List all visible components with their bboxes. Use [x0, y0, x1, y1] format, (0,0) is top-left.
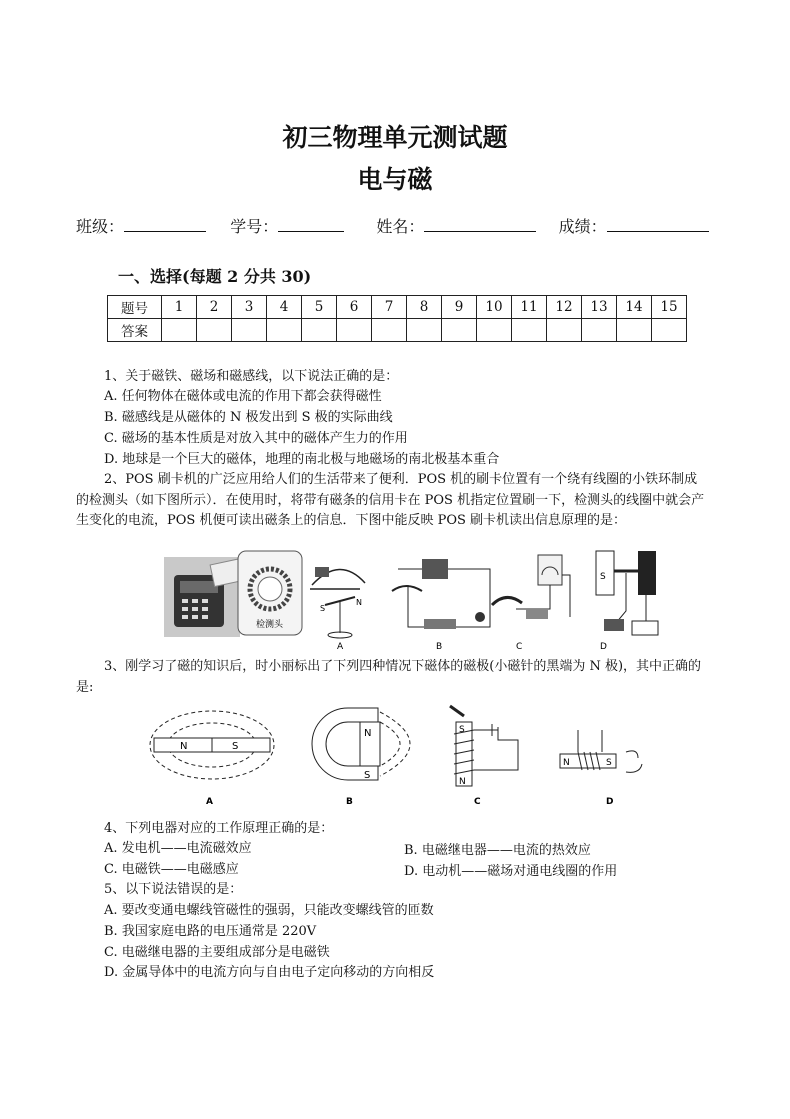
q5-stem: 5、以下说法错误的是： [104, 882, 243, 897]
q1-stem: 1、关于磁铁、磁场和磁感线，以下说法正确的是： [104, 369, 399, 384]
q4-option-c: C. 电磁铁——电磁感应 [104, 862, 239, 877]
q3-fig-d [560, 730, 642, 807]
q1-option-b: B. 磁感线是从磁体的 N 极发出到 S 极的实际曲线 [104, 410, 393, 425]
question-number-cell: 3 [232, 296, 267, 319]
question-number-cell: 11 [512, 296, 547, 319]
q3-label-b: B [346, 797, 353, 807]
q5-option-d: D. 金属导体中的电流方向与自由电子定向移动的方向相反 [104, 965, 435, 980]
q3-a-pole-n: N [180, 741, 188, 752]
q2-label-c: C [516, 642, 523, 650]
question-number-cell: 6 [337, 296, 372, 319]
answer-cell[interactable] [512, 319, 547, 342]
q2-label-d: D [600, 642, 607, 650]
question-number-cell: 10 [477, 296, 512, 319]
svg-text:S: S [459, 725, 465, 735]
name-blank[interactable] [424, 217, 536, 232]
page-subtitle: 电与磁 [357, 165, 433, 194]
class-blank[interactable] [124, 217, 206, 232]
svg-text:S: S [606, 758, 612, 768]
q3-stem: 3、刚学习了磁的知识后，时小丽标出了下列四种情况下磁体的磁极(小磁针的黑端为 N 极)，其中正确的是: [76, 659, 702, 695]
svg-text:S: S [364, 770, 371, 781]
answer-cell[interactable] [337, 319, 372, 342]
student-id-blank[interactable] [278, 217, 344, 232]
answer-cell[interactable] [197, 319, 232, 342]
q2-fig-c [492, 555, 570, 650]
answer-cell[interactable] [407, 319, 442, 342]
q2-fig-a [310, 567, 365, 650]
detector-label: 检测头 [256, 620, 284, 630]
answer-cell[interactable] [302, 319, 337, 342]
question-number-cell: 2 [197, 296, 232, 319]
answer-cell[interactable] [477, 319, 512, 342]
answer-cell[interactable] [547, 319, 582, 342]
svg-text:N: N [364, 728, 372, 739]
answer-table [107, 295, 687, 342]
question-number-cell: 4 [267, 296, 302, 319]
page-title: 初三物理单元测试题 [282, 123, 508, 152]
q2-fig-b [392, 559, 490, 650]
svg-text:N: N [356, 598, 362, 607]
q3-a-pole-s: S [232, 741, 239, 752]
question-number-row [108, 296, 687, 319]
q3-figure [148, 700, 658, 810]
q3-label-d: D [606, 797, 614, 807]
svg-text:N: N [563, 758, 570, 768]
svg-text:S: S [600, 572, 606, 582]
score-label: 成绩： [558, 217, 607, 236]
score-blank[interactable] [607, 217, 709, 232]
question-number-cell: 9 [442, 296, 477, 319]
answer-cell[interactable] [617, 319, 652, 342]
q2-stem: 2、POS 刷卡机的广泛应用给人们的生活带来了便利．POS 机的刷卡位置有一个绕有线圈的小铁环制成的检测头（如下图所示）．在使用时，将带有磁条的信用卡在 POS 机指定位置刷一下，检测头的线圈中就会产生变化的电流，POS 机便可读出磁条上的信息．下图中能反映 POS 刷卡机读出信息原理的是： [76, 472, 705, 528]
q4-stem: 4、下列电器对应的工作原理正确的是： [104, 821, 334, 836]
name-label: 姓名： [376, 217, 425, 236]
q5-option-c: C. 电磁继电器的主要组成部分是电磁铁 [104, 945, 330, 960]
question-number-cell: 1 [162, 296, 197, 319]
pos-machine-photo [164, 557, 250, 637]
q4-option-b: B. 电磁继电器——电流的热效应 [404, 843, 591, 858]
answer-cell[interactable] [267, 319, 302, 342]
detector-head-callout [238, 551, 302, 635]
q2-label-b: B [436, 642, 443, 650]
q5-option-a: A. 要改变通电螺线管磁性的强弱，只能改变螺线管的匝数 [104, 903, 434, 918]
svg-text:N: N [459, 777, 466, 787]
answer-cell[interactable] [162, 319, 197, 342]
answer-header: 答案 [108, 319, 162, 342]
svg-text:S: S [320, 604, 326, 613]
q1-option-c: C. 磁场的基本性质是对放入其中的磁体产生力的作用 [104, 431, 408, 446]
question-number-cell: 13 [582, 296, 617, 319]
q3-fig-c [450, 706, 518, 807]
question-number-cell: 8 [407, 296, 442, 319]
answer-cell[interactable] [232, 319, 267, 342]
question-number-header: 题号 [108, 296, 162, 319]
question-number-cell: 5 [302, 296, 337, 319]
student-id-label: 学号： [230, 217, 279, 236]
answer-row [108, 319, 687, 342]
answer-cell[interactable] [372, 319, 407, 342]
q3-label-c: C [474, 797, 481, 807]
q2-label-a: A [337, 642, 344, 650]
section-heading: 一、选择(每题 2 分共 30) [118, 267, 312, 286]
answer-cell[interactable] [582, 319, 617, 342]
q4-option-d: D. 电动机——磁场对通电线圈的作用 [404, 864, 618, 879]
question-number-cell: 14 [617, 296, 652, 319]
q3-label-a: A [206, 797, 213, 807]
answer-cell[interactable] [442, 319, 477, 342]
q2-fig-d [596, 551, 658, 650]
answer-cell[interactable] [652, 319, 687, 342]
q1-option-a: A. 任何物体在磁体或电流的作用下都会获得磁性 [104, 389, 382, 404]
question-number-cell: 7 [372, 296, 407, 319]
class-label: 班级： [76, 217, 125, 236]
q2-figure [160, 545, 670, 650]
q4-option-a: A. 发电机——电流磁效应 [104, 841, 252, 856]
q1-option-d: D. 地球是一个巨大的磁体，地理的南北极与地磁场的南北极基本重合 [104, 452, 500, 467]
q3-fig-b [312, 708, 410, 807]
student-info-row [76, 214, 709, 237]
question-number-cell: 15 [652, 296, 687, 319]
question-number-cell: 12 [547, 296, 582, 319]
q5-option-b: B. 我国家庭电路的电压通常是 220V [104, 924, 317, 939]
